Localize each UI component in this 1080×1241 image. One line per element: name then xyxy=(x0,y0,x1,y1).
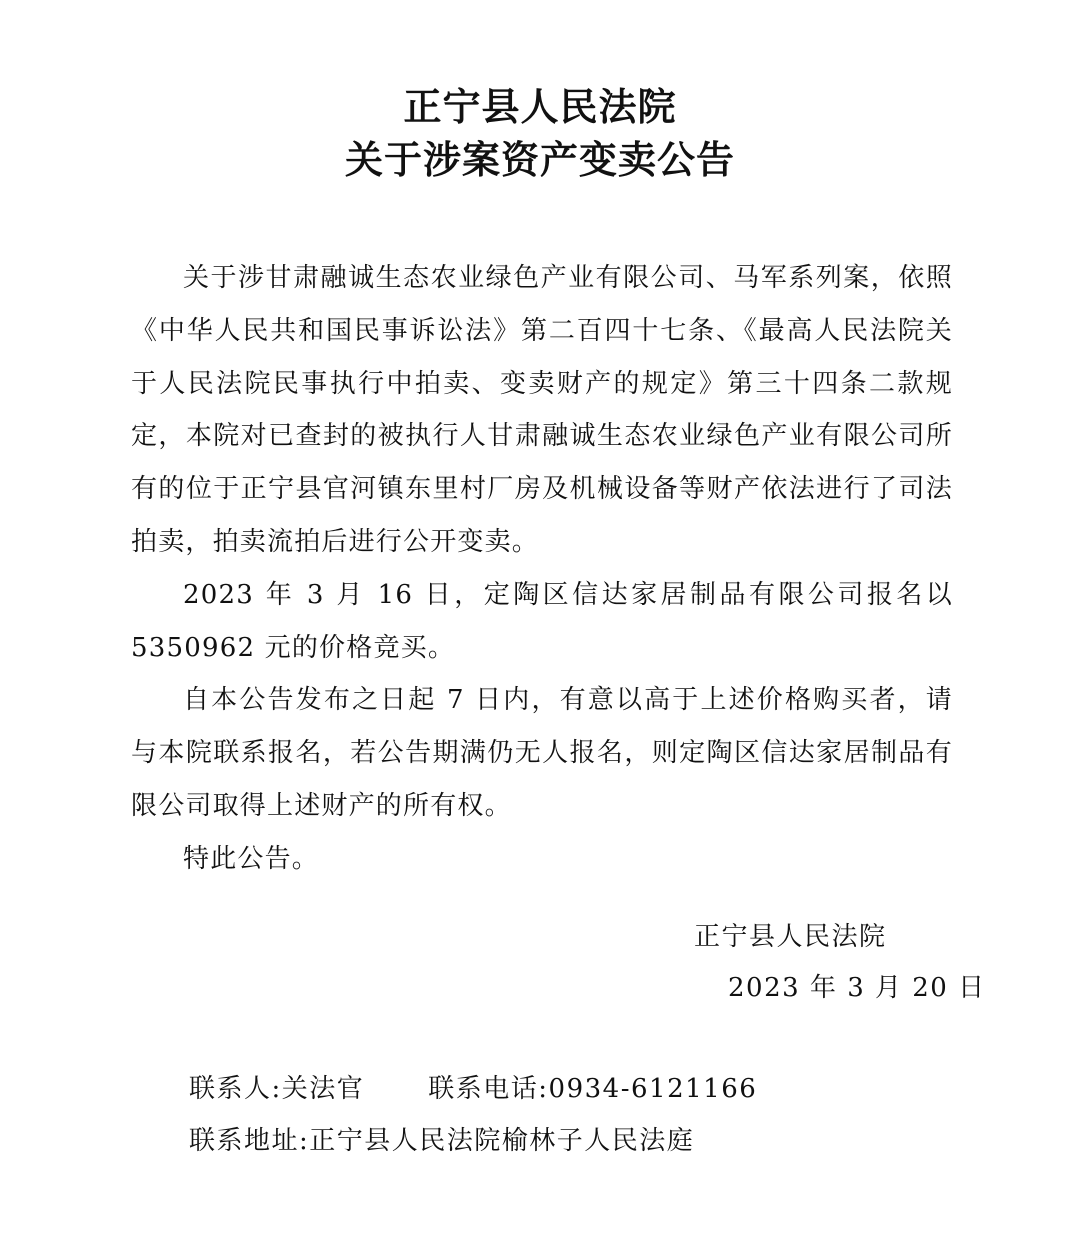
body-paragraph: 关于涉甘肃融诚生态农业绿色产业有限公司、马军系列案，依照《中华人民共和国民事诉讼法》第二百四十七条、《最高人民法院关于人民法院民事执行中拍卖、变卖财产的规定》第三十四条二款规定，本院对已查封的被执行人甘肃融诚生态农业绿色产业有限公司所有的位于正宁县官河镇东里村厂房及机械设备等财产依法进行了司法拍卖，拍卖流拍后进行公开变卖。 xyxy=(131,263,953,557)
notice-title-subject: 关于涉案资产变卖公告 xyxy=(344,137,735,182)
contact-address: 联系地址:正宁县人民法院榆林子人民法庭 xyxy=(189,1126,695,1156)
contact-line xyxy=(189,1069,757,1109)
signature-court: 正宁县人民法院 xyxy=(694,922,887,952)
body-paragraph: 自本公告发布之日起 7 日内，有意以高于上述价格购买者，请与本院联系报名，若公告期满仍无人报名，则定陶区信达家居制品有限公司取得上述财产的所有权。 xyxy=(131,685,953,821)
body-paragraph: 特此公告。 xyxy=(183,843,320,874)
notice-body xyxy=(131,252,953,886)
notice-title-court: 正宁县人民法院 xyxy=(403,84,677,129)
signature-date: 2023 年 3 月 20 日 xyxy=(728,973,986,1003)
contact-phone: 联系电话:0934-6121166 xyxy=(428,1074,758,1104)
contact-person: 联系人:关法官 xyxy=(189,1074,365,1104)
body-paragraph: 2023 年 3 月 16 日，定陶区信达家居制品有限公司报名以 5350962 元的价格竞买。 xyxy=(131,579,953,663)
